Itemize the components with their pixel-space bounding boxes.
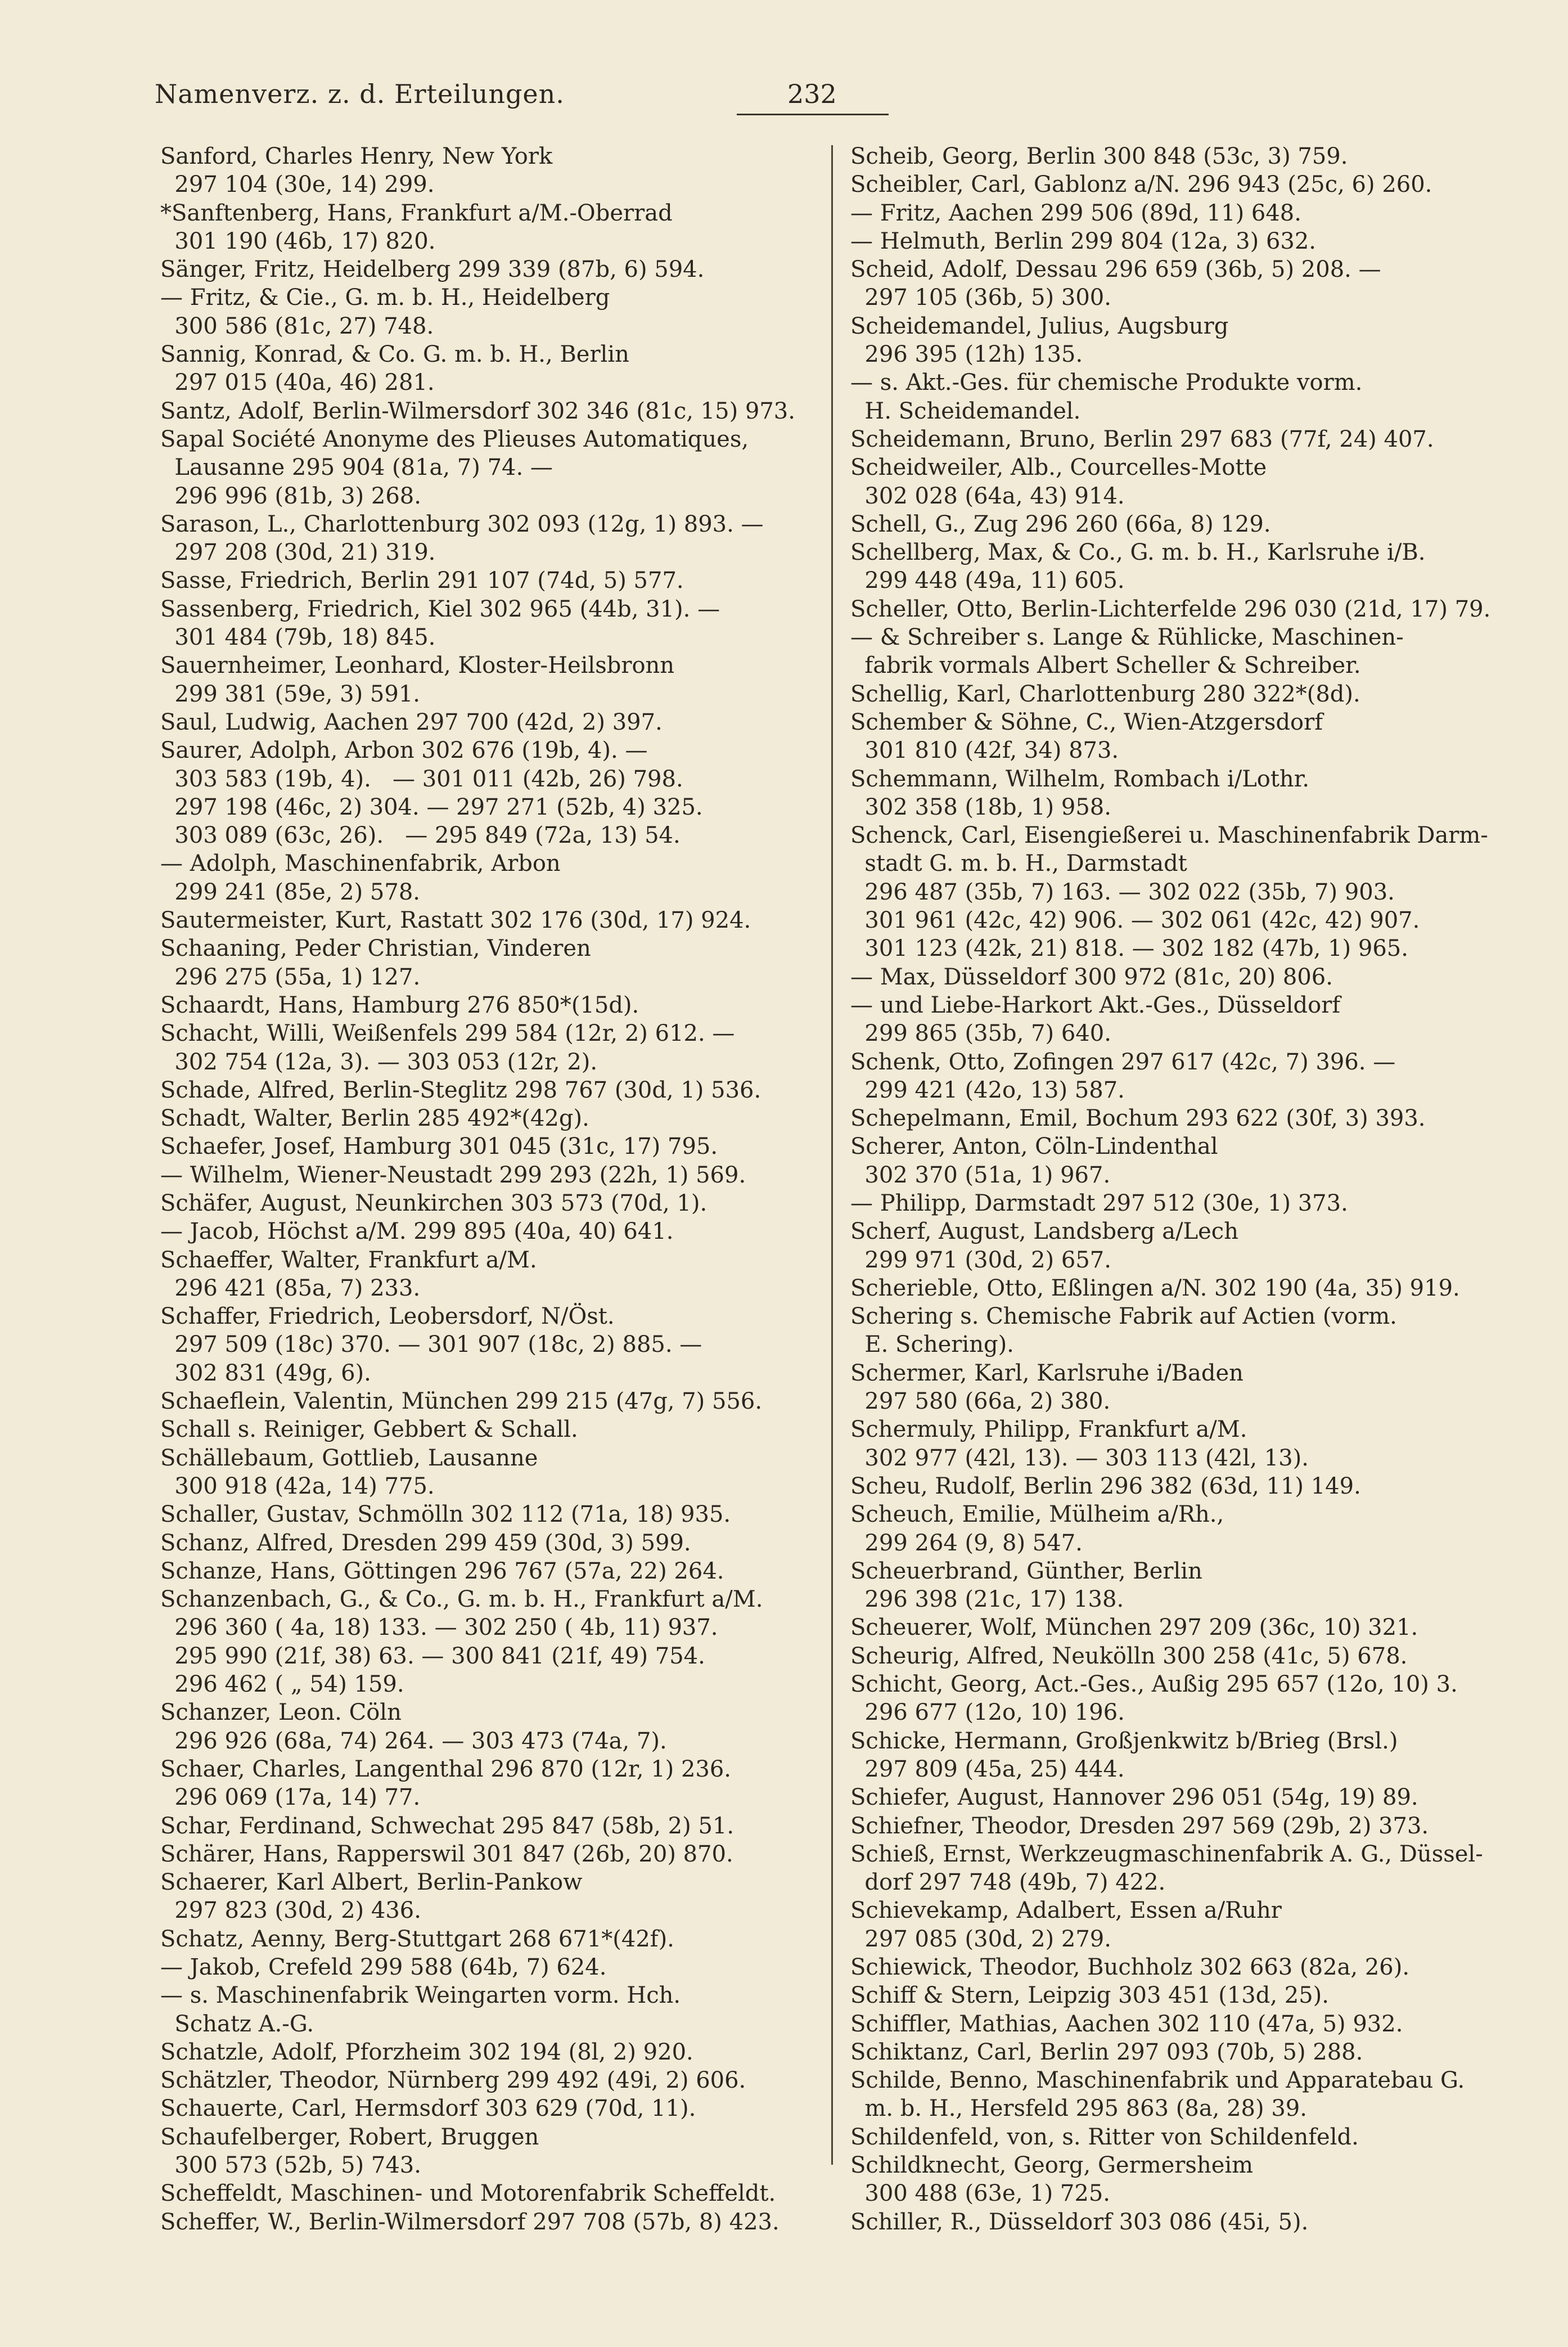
index-entry-line: Schatzle, Adolf, Pforzheim 302 194 (8l, 2) 920. [160, 2039, 693, 2065]
index-entry-line: 302 754 (12a, 3). — 303 053 (12r, 2). [160, 1049, 598, 1075]
index-entry-line: Schildknecht, Georg, Germersheim [850, 2152, 1254, 2179]
index-entry-line: Sautermeister, Kurt, Rastatt 302 176 (30d, 17) 924. [160, 907, 751, 934]
index-entry-line: Schaeflein, Valentin, München 299 215 (47g, 7) 556. [160, 1388, 763, 1415]
running-title: Namenverz. z. d. Erteilungen. [155, 79, 565, 109]
index-entry-line: 301 961 (42c, 42) 906. — 302 061 (42c, 42) 907. [850, 907, 1420, 934]
index-entry-line: Schaardt, Hans, Hamburg 276 850*(15d). [160, 992, 639, 1018]
index-entry-line: Schar, Ferdinand, Schwechat 295 847 (58b, 2) 51. [160, 1813, 735, 1839]
index-entry-line: 302 831 (49g, 6). [160, 1360, 371, 1386]
index-entry-line: 297 015 (40a, 46) 281. [160, 370, 435, 396]
index-entry-line: 301 484 (79b, 18) 845. [160, 624, 436, 651]
index-entry-line: Schaaning, Peder Christian, Vinderen [160, 936, 591, 962]
index-entry-line: fabrik vormals Albert Scheller & Schreiber. [850, 653, 1361, 679]
index-entry-line: H. Scheidemandel. [850, 398, 1081, 424]
index-entry-line: — Helmuth, Berlin 299 804 (12a, 3) 632. [850, 228, 1317, 254]
index-entry-line: Schaufelberger, Robert, Bruggen [160, 2124, 539, 2150]
index-entry-line: 296 926 (68a, 74) 264. — 303 473 (74a, 7). [160, 1728, 667, 1754]
page-header [155, 79, 1443, 118]
index-entry-line: 300 918 (42a, 14) 775. [160, 1473, 435, 1499]
index-entry-line: — Max, Düsseldorf 300 972 (81c, 20) 806. [850, 964, 1333, 990]
index-entry-line: Schanz, Alfred, Dresden 299 459 (30d, 3) 599. [160, 1530, 691, 1556]
index-entry-line: Schievekamp, Adalbert, Essen a/Ruhr [850, 1898, 1282, 1924]
index-entry-line: Schiefner, Theodor, Dresden 297 569 (29b, 2) 373. [850, 1813, 1429, 1839]
index-entry-line: — Jakob, Crefeld 299 588 (64b, 7) 624. [160, 1954, 607, 1980]
index-entry-line: Schade, Alfred, Berlin-Steglitz 298 767 (30d, 1) 536. [160, 1077, 762, 1103]
index-entry-line: 299 865 (35b, 7) 640. [850, 1020, 1111, 1047]
index-entry-line: 296 069 (17a, 14) 77. [160, 1784, 421, 1811]
index-entry-line: — Wilhelm, Wiener-Neustadt 299 293 (22h, 1) 569. [160, 1162, 746, 1188]
index-entry-line: 300 488 (63e, 1) 725. [850, 2180, 1110, 2207]
index-entry-line: dorf 297 748 (49b, 7) 422. [850, 1869, 1166, 1896]
index-entry-line: Scheffeldt, Maschinen- und Motorenfabrik Scheffeldt. [160, 2180, 776, 2207]
index-entry-line: Schellig, Karl, Charlottenburg 280 322*(8d). [850, 681, 1360, 707]
index-entry-line: 297 105 (36b, 5) 300. [850, 285, 1111, 311]
index-entry-line: Schärer, Hans, Rapperswil 301 847 (26b, 20) 870. [160, 1841, 733, 1867]
index-entry-line: 296 677 (12o, 10) 196. [850, 1699, 1125, 1726]
index-entry-line: Santz, Adolf, Berlin-Wilmersdorf 302 346 (81c, 15) 973. [160, 398, 795, 424]
index-entry-line: Sasse, Friedrich, Berlin 291 107 (74d, 5) 577. [160, 568, 684, 594]
index-entry-line: E. Schering). [850, 1332, 1014, 1358]
index-entry-line: Schicke, Hermann, Großjenkwitz b/Brieg (Brsl.) [850, 1728, 1398, 1754]
index-entry-line: Sauernheimer, Leonhard, Kloster-Heilsbronn [160, 653, 675, 679]
index-entry-line: Sannig, Konrad, & Co. G. m. b. H., Berlin [160, 341, 629, 368]
index-entry-line: Schell, G., Zug 296 260 (66a, 8) 129. [850, 511, 1271, 537]
index-entry-line: Scheib, Georg, Berlin 300 848 (53c, 3) 759. [850, 143, 1348, 169]
index-entry-line: Scheuerbrand, Günther, Berlin [850, 1558, 1202, 1584]
index-entry-line: Schaeffer, Walter, Frankfurt a/M. [160, 1247, 537, 1273]
index-entry-line: Scheidemandel, Julius, Augsburg [850, 313, 1229, 339]
index-entry-line: 301 190 (46b, 17) 820. [160, 228, 436, 254]
index-entry-line: 296 996 (81b, 3) 268. [160, 483, 421, 509]
index-entry-line: Schatz, Aenny, Berg-Stuttgart 268 671*(42f). [160, 1926, 674, 1952]
index-entry-line: Scheidemann, Bruno, Berlin 297 683 (77f, 24) 407. [850, 426, 1434, 452]
index-entry-line: 297 208 (30d, 21) 319. [160, 539, 436, 566]
index-entry-line: 300 573 (52b, 5) 743. [160, 2152, 421, 2179]
index-entry-line: Schanzenbach, G., & Co., G. m. b. H., Frankfurt a/M. [160, 1586, 763, 1613]
page-number: 232 [787, 79, 837, 109]
index-entry-line: 297 580 (66a, 2) 380. [850, 1388, 1111, 1415]
index-entry-line: Sassenberg, Friedrich, Kiel 302 965 (44b, 31). — [160, 596, 720, 622]
index-entry-line: Schall s. Reiniger, Gebbert & Schall. [160, 1417, 578, 1443]
index-entry-line: Sapal Société Anonyme des Plieuses Automatiques, [160, 426, 749, 452]
index-entry-line: 299 264 (9, 8) 547. [850, 1530, 1083, 1556]
index-entry-line: Schilde, Benno, Maschinenfabrik und Apparatebau G. [850, 2067, 1465, 2094]
index-entry-line: 296 275 (55a, 1) 127. [160, 964, 421, 990]
index-entry-line: Schätzler, Theodor, Nürnberg 299 492 (49i, 2) 606. [160, 2067, 746, 2094]
index-entry-line: — Jacob, Höchst a/M. 299 895 (40a, 40) 641. [160, 1219, 674, 1245]
index-entry-line: Scheidweiler, Alb., Courcelles-Motte [850, 455, 1267, 481]
index-entry-line: — und Liebe-Harkort Akt.-Ges., Düsseldorf [850, 992, 1341, 1018]
index-entry-line: 297 823 (30d, 2) 436. [160, 1898, 421, 1924]
index-entry-line: 296 487 (35b, 7) 163. — 302 022 (35b, 7) 903. [850, 879, 1395, 905]
index-entry-line: Lausanne 295 904 (81a, 7) 74. — [160, 455, 553, 481]
index-entry-line: Schiktanz, Carl, Berlin 297 093 (70b, 5) 288. [850, 2039, 1363, 2065]
index-entry-line: — s. Akt.-Ges. für chemische Produkte vorm. [850, 370, 1363, 396]
index-entry-line: 297 509 (18c) 370. — 301 907 (18c, 2) 885. — [160, 1332, 702, 1358]
index-entry-line: Scheuch, Emilie, Mülheim a/Rh., [850, 1501, 1224, 1528]
index-entry-line: Scheller, Otto, Berlin-Lichterfelde 296 030 (21d, 17) 79. [850, 596, 1491, 622]
index-entry-line: 301 810 (42f, 34) 873. [850, 738, 1119, 764]
index-entry-line: Sarason, L., Charlottenburg 302 093 (12g, 1) 893. — [160, 511, 764, 537]
index-entry-line: Saurer, Adolph, Arbon 302 676 (19b, 4). — [160, 738, 648, 764]
index-entry-line: Schaer, Charles, Langenthal 296 870 (12r, 1) 236. [160, 1756, 732, 1782]
index-entry-line: Schiefer, August, Hannover 296 051 (54g, 19) 89. [850, 1784, 1418, 1811]
index-entry-line: Schatz A.-G. [160, 2011, 314, 2037]
index-entry-line: Sanford, Charles Henry, New York [160, 143, 553, 169]
index-entry-line: Schering s. Chemische Fabrik auf Actien (vorm. [850, 1303, 1397, 1330]
index-entry-line: Schällebaum, Gottlieb, Lausanne [160, 1445, 538, 1471]
index-entry-line: 302 028 (64a, 43) 914. [850, 483, 1125, 509]
index-entry-line: Schaffer, Friedrich, Leobersdorf, N/Öst. [160, 1303, 615, 1330]
index-entry-line: stadt G. m. b. H., Darmstadt [850, 851, 1187, 877]
index-entry-line: Schiller, R., Düsseldorf 303 086 (45i, 5). [850, 2209, 1309, 2235]
index-entry-line: Schermer, Karl, Karlsruhe i/Baden [850, 1360, 1243, 1386]
index-entry-line: — Adolph, Maschinenfabrik, Arbon [160, 851, 561, 877]
index-entry-line: Schenck, Carl, Eisengießerei u. Maschinenfabrik Darm- [850, 822, 1488, 849]
index-entry-line: Scheffer, W., Berlin-Wilmersdorf 297 708 (57b, 8) 423. [160, 2209, 780, 2235]
index-entry-line: Schauerte, Carl, Hermsdorf 303 629 (70d, 11). [160, 2096, 696, 2122]
index-entry-line: Sänger, Fritz, Heidelberg 299 339 (87b, 6) 594. [160, 257, 705, 283]
index-entry-line: 296 395 (12h) 135. [850, 341, 1083, 368]
index-entry-line: 299 971 (30d, 2) 657. [850, 1247, 1111, 1273]
index-entry-line: 303 583 (19b, 4). — 301 011 (42b, 26) 798. [160, 766, 683, 792]
index-entry-line: Scherieble, Otto, Eßlingen a/N. 302 190 (4a, 35) 919. [850, 1275, 1460, 1301]
index-entry-line: Schacht, Willi, Weißenfels 299 584 (12r, 2) 612. — [160, 1020, 735, 1047]
right-column [850, 142, 1511, 2236]
index-entry-line: Schemmann, Wilhelm, Rombach i/Lothr. [850, 766, 1310, 792]
index-entry-line: Schiff & Stern, Leipzig 303 451 (13d, 25). [850, 1982, 1329, 2009]
index-entry-line: Schanze, Hans, Göttingen 296 767 (57a, 22) 264. [160, 1558, 724, 1584]
index-entry-line: Schadt, Walter, Berlin 285 492*(42g). [160, 1105, 589, 1132]
index-entry-line: Schellberg, Max, & Co., G. m. b. H., Karlsruhe i/B. [850, 539, 1426, 566]
index-entry-line: Schiffler, Mathias, Aachen 302 110 (47a, 5) 932. [850, 2011, 1403, 2037]
index-entry-line: — Fritz, & Cie., G. m. b. H., Heidelberg [160, 285, 610, 311]
index-entry-line: Schermuly, Philipp, Frankfurt a/M. [850, 1417, 1247, 1443]
index-entry-line: — & Schreiber s. Lange & Rühlicke, Maschinen- [850, 624, 1404, 651]
index-entry-line: 300 586 (81c, 27) 748. [160, 313, 434, 339]
index-entry-line: Schäfer, August, Neunkirchen 303 573 (70d, 1). [160, 1190, 708, 1216]
index-entry-line: Scheid, Adolf, Dessau 296 659 (36b, 5) 208. — [850, 257, 1381, 283]
index-entry-line: Schenk, Otto, Zofingen 297 617 (42c, 7) 396. — [850, 1049, 1396, 1075]
index-entry-line: Schanzer, Leon. Cöln [160, 1699, 402, 1726]
left-column [160, 142, 824, 2236]
index-entry-line: 296 398 (21c, 17) 138. [850, 1586, 1124, 1613]
header-rule [737, 114, 889, 115]
index-entry-line: Scheurig, Alfred, Neukölln 300 258 (41c, 5) 678. [850, 1643, 1408, 1669]
index-entry-line: Schicht, Georg, Act.-Ges., Außig 295 657 (12o, 10) 3. [850, 1671, 1458, 1698]
index-entry-line: — s. Maschinenfabrik Weingarten vorm. Hch. [160, 1982, 681, 2009]
index-entry-line: Scheibler, Carl, Gablonz a/N. 296 943 (25c, 6) 260. [850, 172, 1432, 198]
index-entry-line: Scheu, Rudolf, Berlin 296 382 (63d, 11) 149. [850, 1473, 1361, 1499]
index-entry-line: Scherer, Anton, Cöln-Lindenthal [850, 1134, 1218, 1160]
index-entry-line: 297 809 (45a, 25) 444. [850, 1756, 1125, 1782]
index-entry-line: m. b. H., Hersfeld 295 863 (8a, 28) 39. [850, 2096, 1307, 2122]
index-entry-line: 302 977 (42l, 13). — 303 113 (42l, 13). [850, 1445, 1309, 1471]
index-entry-line: *Sanftenberg, Hans, Frankfurt a/M.-Oberrad [160, 200, 673, 226]
index-entry-line: 299 381 (59e, 3) 591. [160, 681, 420, 707]
index-entry-line: Schiewick, Theodor, Buchholz 302 663 (82a, 26). [850, 1954, 1410, 1980]
column-divider [831, 145, 833, 2165]
index-entry-line: 297 104 (30e, 14) 299. [160, 172, 435, 198]
index-entry-line: Saul, Ludwig, Aachen 297 700 (42d, 2) 397. [160, 709, 663, 735]
index-entry-line: 296 360 ( 4a, 18) 133. — 302 250 ( 4b, 11) 937. [160, 1615, 718, 1641]
index-entry-line: 297 198 (46c, 2) 304. — 297 271 (52b, 4) 325. [160, 794, 703, 820]
index-entry-line: Scheuerer, Wolf, München 297 209 (36c, 10) 321. [850, 1615, 1418, 1641]
index-entry-line: Schildenfeld, von, s. Ritter von Schildenfeld. [850, 2124, 1359, 2150]
index-entry-line: Scherf, August, Landsberg a/Lech [850, 1219, 1238, 1245]
index-entry-line: 297 085 (30d, 2) 279. [850, 1926, 1111, 1952]
index-entry-line: 299 448 (49a, 11) 605. [850, 568, 1125, 594]
index-entry-line: 299 421 (42o, 13) 587. [850, 1077, 1125, 1103]
index-entry-line: — Philipp, Darmstadt 297 512 (30e, 1) 373. [850, 1190, 1348, 1216]
index-entry-line: 296 462 ( „ 54) 159. [160, 1671, 404, 1698]
index-entry-line: Schaefer, Josef, Hamburg 301 045 (31c, 17) 795. [160, 1134, 718, 1160]
index-entry-line: 303 089 (63c, 26). — 295 849 (72a, 13) 54. [160, 822, 681, 849]
index-entry-line: Schember & Söhne, C., Wien-Atzgersdorf [850, 709, 1323, 735]
index-entry-line: 302 370 (51a, 1) 967. [850, 1162, 1111, 1188]
index-entry-line: Schepelmann, Emil, Bochum 293 622 (30f, 3) 393. [850, 1105, 1426, 1132]
index-entry-line: Schaerer, Karl Albert, Berlin-Pankow [160, 1869, 583, 1896]
index-entry-line: 301 123 (42k, 21) 818. — 302 182 (47b, 1) 965. [850, 936, 1408, 962]
index-entry-line: 296 421 (85a, 7) 233. [160, 1275, 421, 1301]
index-entry-line: Schaller, Gustav, Schmölln 302 112 (71a, 18) 935. [160, 1501, 731, 1528]
index-entry-line: 295 990 (21f, 38) 63. — 300 841 (21f, 49) 754. [160, 1643, 705, 1669]
index-entry-line: Schieß, Ernst, Werkzeugmaschinenfabrik A. G., Düssel- [850, 1841, 1483, 1867]
index-entry-line: — Fritz, Aachen 299 506 (89d, 11) 648. [850, 200, 1301, 226]
index-entry-line: 302 358 (18b, 1) 958. [850, 794, 1111, 820]
index-entry-line: 299 241 (85e, 2) 578. [160, 879, 420, 905]
